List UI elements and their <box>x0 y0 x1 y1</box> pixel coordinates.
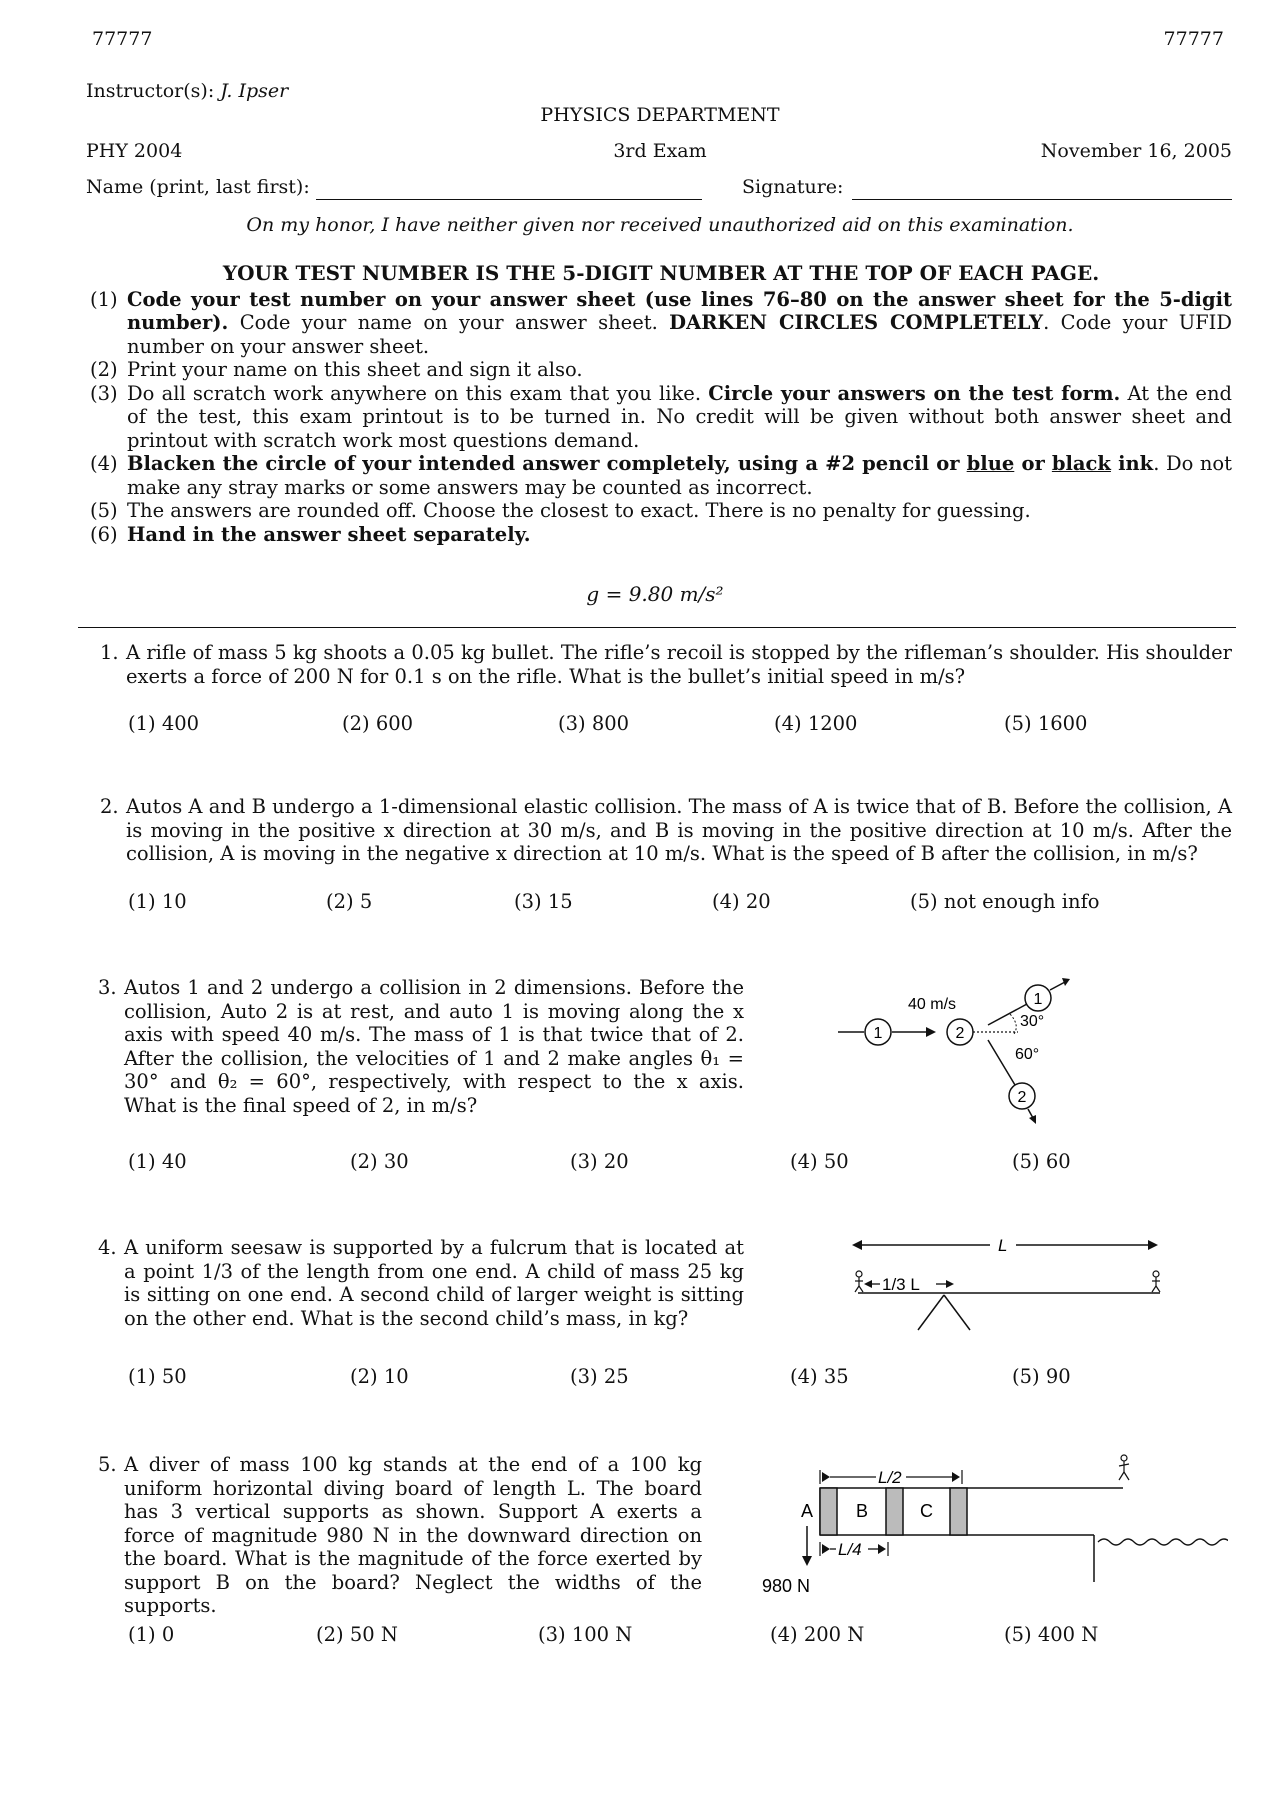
rule-text: The answers are rounded off. Choose the closest to exact. There is no penalty for guessing. <box>127 499 1031 522</box>
exam-title: 3rd Exam <box>613 140 707 162</box>
rule-text: Print your name on this sheet and sign it also. <box>127 358 583 381</box>
question-number: 1. <box>100 641 119 664</box>
answer-choice[interactable]: (1) 10 <box>128 890 187 913</box>
rule-text: black <box>1051 452 1111 475</box>
question-text: Autos A and B undergo a 1-dimensional elastic collision. The mass of A is twice that of B. Before the collision, A is moving in the positive x direction at 30 m/s, and B is moving in the positive direction at 10 m/s. After the collision, A is moving in the negative x direction at 10 m/s. What is the speed of B after the collision, in m/s? <box>126 795 1232 865</box>
instructor-label: Instructor(s): <box>86 80 215 102</box>
answer-choice[interactable]: (5) not enough info <box>910 890 1100 913</box>
rule-text: Circle your answers on the test form. <box>708 381 1121 405</box>
exam-date: November 16, 2005 <box>1040 140 1232 162</box>
force-label: 980 N <box>762 1576 811 1596</box>
test-number-right: 77777 <box>1163 28 1224 50</box>
rule-text: Blacken the circle of your intended answer completely, using a #2 pencil or <box>127 452 967 475</box>
length-label: L <box>998 1236 1008 1255</box>
rule-text: . Code your UFID number on your answer sheet. <box>127 311 1232 358</box>
auto-2-after-label: 2 <box>1017 1089 1027 1106</box>
question-number: 5. <box>98 1453 117 1476</box>
question-3 <box>98 976 744 1117</box>
name-field[interactable] <box>316 199 702 200</box>
answer-choice[interactable]: (5) 90 <box>1012 1365 1071 1388</box>
quarter-length-label: L/4 <box>838 1540 862 1559</box>
section-divider <box>78 627 1236 628</box>
rule-text: DARKEN CIRCLES COMPLETELY <box>669 311 1044 334</box>
rule-6 <box>90 523 1232 547</box>
third-length-label: 1/3 L <box>882 1275 920 1294</box>
rule-text: blue <box>966 452 1015 475</box>
auto-1-after-label: 1 <box>1033 991 1043 1008</box>
answer-choice[interactable]: (4) 200 N <box>770 1623 865 1646</box>
diving-board-diagram <box>758 1444 1228 1604</box>
rule-1 <box>90 288 1232 359</box>
auto-1-label: 1 <box>873 1025 883 1042</box>
question-text: A rifle of mass 5 kg shoots a 0.05 kg bullet. The rifle’s recoil is stopped by the rifleman’s shoulder. His shoulder exerts a force of 200 N for 0.1 s on the rifle. What is the bullet’s initial speed in m/s? <box>126 641 1232 688</box>
answer-choice[interactable]: (3) 100 N <box>538 1623 633 1646</box>
honor-statement: On my honor, I have neither given nor received unauthorized aid on this examination. <box>246 214 1074 236</box>
course-code: PHY 2004 <box>86 140 183 162</box>
instructor-line <box>86 80 288 102</box>
instructions <box>90 262 1232 546</box>
answer-choice[interactable]: (4) 35 <box>790 1365 849 1388</box>
angle-60-label: 60° <box>1015 1046 1040 1063</box>
answer-choice[interactable]: (2) 5 <box>326 890 373 913</box>
rule-text: ink <box>1110 452 1154 475</box>
question-text: A diver of mass 100 kg stands at the end of a 100 kg uniform horizontal diving board of length L. The board has 3 vertical supports as shown. Support A exerts a force of magnitude 980 N in the downward direction on the board. What is the magnitude of the force exerted by support B on the board? Neglect the widths of the supports. <box>124 1453 702 1617</box>
rule-5 <box>90 499 1232 523</box>
signature-field[interactable] <box>852 199 1232 200</box>
answer-choice[interactable]: (2) 30 <box>350 1150 409 1173</box>
rule-number: (2) <box>90 358 118 381</box>
answer-choice[interactable]: (1) 40 <box>128 1150 187 1173</box>
rule-text: or <box>1014 452 1052 475</box>
rule-number: (3) <box>90 381 118 405</box>
answer-choice[interactable]: (2) 10 <box>350 1365 409 1388</box>
rule-3 <box>90 382 1232 453</box>
answer-choice[interactable]: (5) 1600 <box>1004 712 1088 735</box>
question-text: A uniform seesaw is supported by a fulcrum that is located at a point 1/3 of the length from one end. A child of mass 25 kg is sitting on one end. A second child of larger weight is sitting on the other end. What is the second child’s mass, in kg? <box>124 1236 744 1330</box>
department-title: PHYSICS DEPARTMENT <box>540 104 780 126</box>
instructions-title: YOUR TEST NUMBER IS THE 5-DIGIT NUMBER AT THE TOP OF EACH PAGE. <box>222 261 1100 285</box>
half-length-label: L/2 <box>878 1468 902 1487</box>
seesaw-diagram <box>850 1230 1180 1350</box>
rule-text: . Do not make any stray marks or some answers may be counted as incorrect. <box>127 452 1233 499</box>
rule-number: (5) <box>90 499 118 522</box>
answer-choice[interactable]: (3) 15 <box>514 890 573 913</box>
question-number: 4. <box>98 1236 117 1259</box>
question-number: 3. <box>98 976 117 999</box>
answer-choice[interactable]: (2) 50 N <box>316 1623 398 1646</box>
rule-number: (6) <box>90 522 118 546</box>
speed-label: 40 m/s <box>908 996 957 1013</box>
rule-text: Code your test number on your answer sheet (use lines 76–80 on the answer sheet for the 5-digit number). <box>127 287 1232 334</box>
answer-choice[interactable]: (4) 20 <box>712 890 771 913</box>
rule-number: (1) <box>90 287 118 311</box>
rule-text: Code your name on your answer sheet. <box>228 311 670 334</box>
answer-choice[interactable]: (4) 1200 <box>774 712 858 735</box>
answer-choice[interactable]: (3) 800 <box>558 712 630 735</box>
question-4 <box>98 1236 744 1330</box>
answer-choice[interactable]: (1) 0 <box>128 1623 175 1646</box>
answer-choice[interactable]: (3) 25 <box>570 1365 629 1388</box>
question-number: 2. <box>100 795 119 818</box>
rule-text: At the end of the test, this exam printout is to be turned in. No credit will be given without both answer sheet and printout with scratch work most questions demand. <box>127 381 1232 452</box>
answer-choice[interactable]: (5) 400 N <box>1004 1623 1099 1646</box>
question-5 <box>98 1453 702 1618</box>
support-b-label: B <box>856 1501 869 1521</box>
support-a-label: A <box>801 1501 814 1521</box>
rule-text: Do all scratch work anywhere on this exam that you like. <box>127 381 709 405</box>
auto-2-label: 2 <box>955 1025 965 1042</box>
answer-choice[interactable]: (4) 50 <box>790 1150 849 1173</box>
name-label: Name (print, last first): <box>86 176 310 198</box>
answer-choice[interactable]: (3) 20 <box>570 1150 629 1173</box>
question-text: Autos 1 and 2 undergo a collision in 2 dimensions. Before the collision, Auto 2 is at rest, and auto 1 is moving along the x axis with speed 40 m/s. The mass of 1 is that twice that of 2. After the collision, the velocities of 1 and 2 make angles θ₁ = 30° and θ₂ = 60°, respectively, with respect to the x axis. What is the final speed of 2, in m/s? <box>124 976 744 1117</box>
signature-label: Signature: <box>742 176 844 198</box>
angle-30-label: 30° <box>1020 1013 1045 1030</box>
answer-choice[interactable]: (5) 60 <box>1012 1150 1071 1173</box>
rule-2 <box>90 358 1232 382</box>
rule-text: Hand in the answer sheet separately. <box>127 522 531 546</box>
gravity-constant: g = 9.80 m/s² <box>586 582 724 606</box>
support-c-label: C <box>920 1501 933 1521</box>
rule-4 <box>90 452 1232 499</box>
instructor-name: J. Ipser <box>220 80 289 102</box>
rule-number: (4) <box>90 452 118 475</box>
answer-choice[interactable]: (2) 600 <box>342 712 414 735</box>
question-1 <box>100 641 1232 688</box>
answer-choice[interactable]: (1) 50 <box>128 1365 187 1388</box>
collision-diagram <box>830 970 1100 1130</box>
question-2 <box>100 795 1232 866</box>
test-number-left: 77777 <box>92 28 153 50</box>
answer-choice[interactable]: (1) 400 <box>128 712 200 735</box>
